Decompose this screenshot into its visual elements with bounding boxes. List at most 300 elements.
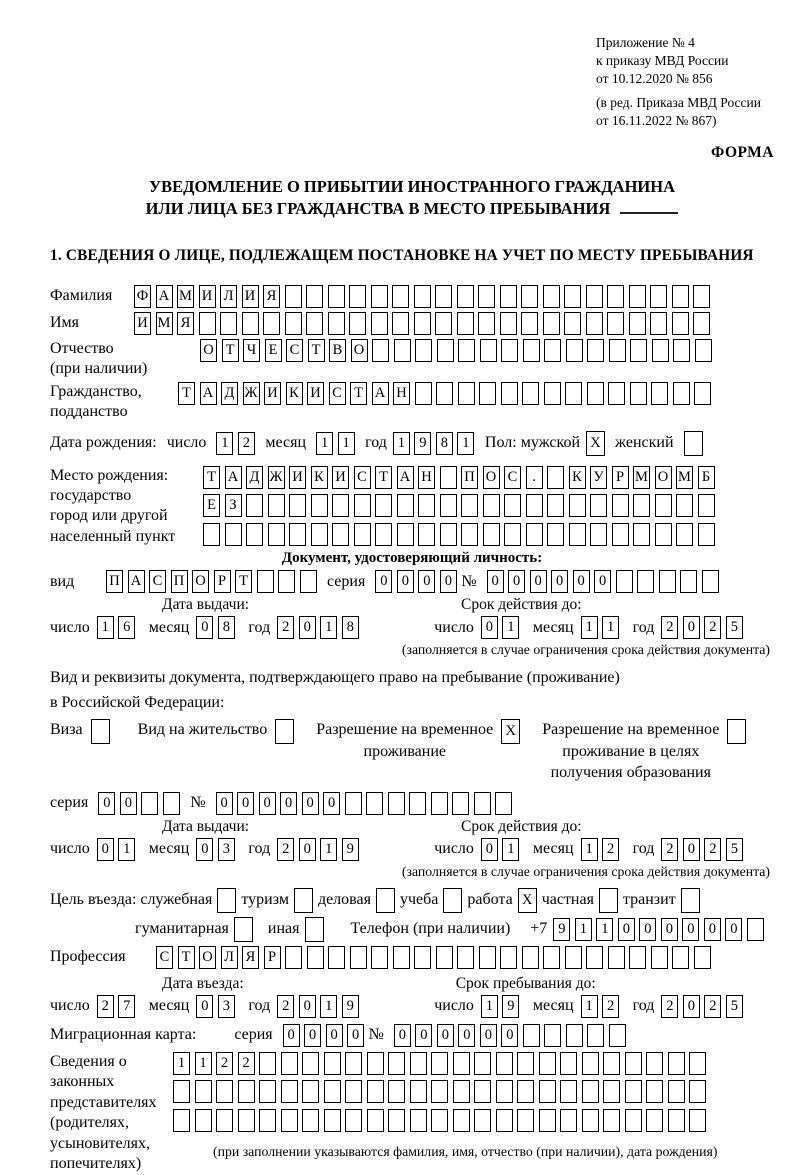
form-cell[interactable]: 0: [440, 570, 457, 593]
form-cell[interactable]: [458, 382, 475, 405]
form-cell[interactable]: [285, 946, 302, 969]
form-cell[interactable]: [409, 792, 426, 815]
form-cell[interactable]: 0: [304, 1024, 321, 1047]
form-cell[interactable]: [397, 494, 414, 517]
form-cell[interactable]: 1: [393, 432, 410, 455]
form-cell[interactable]: 1: [216, 432, 233, 455]
form-cell[interactable]: 0: [196, 838, 213, 861]
form-cell[interactable]: [727, 719, 746, 744]
form-cell[interactable]: А: [372, 382, 389, 405]
form-cell[interactable]: И: [264, 382, 281, 405]
form-cell[interactable]: [612, 523, 629, 546]
form-cell[interactable]: [414, 285, 431, 308]
firstname-cells[interactable]: [134, 312, 715, 335]
form-cell[interactable]: [547, 523, 564, 546]
form-cell[interactable]: [646, 1109, 663, 1132]
form-cell[interactable]: [496, 1080, 513, 1103]
form-cell[interactable]: [354, 523, 371, 546]
form-cell[interactable]: К: [311, 466, 328, 489]
form-cell[interactable]: Т: [178, 382, 195, 405]
form-cell[interactable]: 2: [216, 1052, 233, 1075]
form-cell[interactable]: [367, 1052, 384, 1075]
form-cell[interactable]: [590, 523, 607, 546]
form-cell[interactable]: Ф: [134, 285, 151, 308]
form-cell[interactable]: [410, 1109, 427, 1132]
form-cell[interactable]: Т: [375, 466, 392, 489]
form-cell[interactable]: [629, 946, 646, 969]
form-cell[interactable]: [612, 494, 629, 517]
form-cell[interactable]: 1: [316, 432, 333, 455]
form-cell[interactable]: М: [156, 312, 173, 335]
form-cell[interactable]: 9: [502, 995, 519, 1018]
form-cell[interactable]: 1: [338, 432, 355, 455]
form-cell[interactable]: 0: [120, 792, 137, 815]
form-cell[interactable]: [569, 523, 586, 546]
form-cell[interactable]: [415, 382, 432, 405]
form-cell[interactable]: [371, 946, 388, 969]
surname-cells[interactable]: [134, 285, 715, 308]
form-cell[interactable]: 9: [553, 918, 570, 941]
form-cell[interactable]: 0: [661, 918, 678, 941]
form-cell[interactable]: П: [171, 570, 188, 593]
entry-month[interactable]: [196, 995, 239, 1018]
form-cell[interactable]: [461, 523, 478, 546]
form-cell[interactable]: 0: [480, 1024, 497, 1047]
form-cell[interactable]: [651, 946, 668, 969]
form-cell[interactable]: [747, 918, 764, 941]
form-cell[interactable]: [629, 312, 646, 335]
form-cell[interactable]: [431, 1052, 448, 1075]
residence-issue-year[interactable]: [277, 838, 363, 861]
form-cell[interactable]: 6: [118, 616, 135, 639]
form-cell[interactable]: [587, 382, 604, 405]
form-cell[interactable]: Т: [308, 339, 325, 362]
form-cell[interactable]: 2: [602, 838, 619, 861]
form-cell[interactable]: 0: [415, 1024, 432, 1047]
form-cell[interactable]: З: [225, 494, 242, 517]
form-cell[interactable]: С: [354, 466, 371, 489]
form-cell[interactable]: [436, 382, 453, 405]
form-cell[interactable]: [560, 1080, 577, 1103]
doc-type-cells[interactable]: [106, 570, 321, 593]
form-cell[interactable]: 3: [218, 838, 235, 861]
patronymic-cells[interactable]: [200, 339, 716, 362]
form-cell[interactable]: [625, 1052, 642, 1075]
form-cell[interactable]: [328, 285, 345, 308]
form-cell[interactable]: [587, 339, 604, 362]
form-cell[interactable]: [544, 382, 561, 405]
form-cell[interactable]: [440, 466, 457, 489]
form-cell[interactable]: [646, 1080, 663, 1103]
form-cell[interactable]: [281, 1052, 298, 1075]
form-cell[interactable]: X: [586, 431, 605, 456]
form-cell[interactable]: 0: [639, 918, 656, 941]
form-cell[interactable]: 0: [326, 1024, 343, 1047]
form-cell[interactable]: [543, 946, 560, 969]
form-cell[interactable]: 1: [502, 616, 519, 639]
form-cell[interactable]: [300, 570, 317, 593]
form-cell[interactable]: [566, 1024, 583, 1047]
form-cell[interactable]: [414, 312, 431, 335]
form-cell[interactable]: Р: [612, 466, 629, 489]
form-cell[interactable]: К: [286, 382, 303, 405]
form-cell[interactable]: [392, 285, 409, 308]
form-cell[interactable]: [603, 1080, 620, 1103]
form-cell[interactable]: [246, 494, 263, 517]
form-cell[interactable]: [410, 1080, 427, 1103]
residence-valid-year[interactable]: [661, 838, 747, 861]
doc-valid-year[interactable]: [661, 616, 747, 639]
form-cell[interactable]: [294, 888, 313, 913]
purpose-business-checkbox[interactable]: [376, 888, 395, 913]
sex-female-checkbox[interactable]: [684, 431, 703, 456]
form-cell[interactable]: Я: [263, 285, 280, 308]
form-cell[interactable]: [496, 1052, 513, 1075]
form-cell[interactable]: [281, 1080, 298, 1103]
form-cell[interactable]: С: [286, 339, 303, 362]
purpose-private-checkbox[interactable]: [599, 888, 618, 913]
form-cell[interactable]: 0: [594, 570, 611, 593]
form-cell[interactable]: 1: [173, 1052, 190, 1075]
form-cell[interactable]: [474, 1109, 491, 1132]
form-cell[interactable]: 0: [347, 1024, 364, 1047]
form-cell[interactable]: 0: [299, 838, 316, 861]
form-cell[interactable]: [457, 946, 474, 969]
form-cell[interactable]: [431, 1080, 448, 1103]
form-cell[interactable]: Ж: [268, 466, 285, 489]
form-cell[interactable]: [371, 285, 388, 308]
form-cell[interactable]: [547, 466, 564, 489]
entry-day[interactable]: [97, 995, 140, 1018]
form-cell[interactable]: [238, 1080, 255, 1103]
form-cell[interactable]: [388, 792, 405, 815]
stay-day[interactable]: [481, 995, 524, 1018]
form-cell[interactable]: [414, 946, 431, 969]
legal-reps-row2-cells[interactable]: [173, 1080, 717, 1103]
form-cell[interactable]: 1: [581, 995, 598, 1018]
form-cell[interactable]: [582, 1109, 599, 1132]
form-cell[interactable]: В: [329, 339, 346, 362]
form-cell[interactable]: [564, 312, 581, 335]
form-cell[interactable]: О: [655, 466, 672, 489]
form-cell[interactable]: [616, 570, 633, 593]
form-cell[interactable]: [349, 312, 366, 335]
form-cell[interactable]: 2: [97, 995, 114, 1018]
form-cell[interactable]: А: [397, 466, 414, 489]
form-cell[interactable]: [586, 946, 603, 969]
form-cell[interactable]: [646, 1052, 663, 1075]
form-cell[interactable]: [668, 1080, 685, 1103]
residence-permit-checkbox[interactable]: [275, 719, 294, 744]
form-cell[interactable]: [257, 570, 274, 593]
form-cell[interactable]: [630, 339, 647, 362]
form-cell[interactable]: [500, 312, 517, 335]
form-cell[interactable]: [259, 1080, 276, 1103]
form-cell[interactable]: 8: [342, 616, 359, 639]
doc-valid-month[interactable]: [581, 616, 624, 639]
residence-valid-month[interactable]: [581, 838, 624, 861]
form-cell[interactable]: [522, 946, 539, 969]
form-cell[interactable]: 5: [726, 838, 743, 861]
form-cell[interactable]: 1: [320, 995, 337, 1018]
form-cell[interactable]: [350, 946, 367, 969]
form-cell[interactable]: 0: [259, 792, 276, 815]
form-cell[interactable]: [275, 719, 294, 744]
form-cell[interactable]: 1: [481, 995, 498, 1018]
form-cell[interactable]: [684, 431, 703, 456]
form-cell[interactable]: [496, 1109, 513, 1132]
form-cell[interactable]: [483, 494, 500, 517]
form-cell[interactable]: [354, 494, 371, 517]
form-cell[interactable]: 0: [98, 792, 115, 815]
form-cell[interactable]: 0: [299, 616, 316, 639]
form-cell[interactable]: [672, 946, 689, 969]
form-cell[interactable]: 0: [196, 995, 213, 1018]
legal-reps-row3-cells[interactable]: [173, 1109, 717, 1132]
form-cell[interactable]: [410, 1052, 427, 1075]
form-cell[interactable]: [431, 792, 448, 815]
form-cell[interactable]: П: [461, 466, 478, 489]
form-cell[interactable]: [565, 382, 582, 405]
form-cell[interactable]: Л: [220, 285, 237, 308]
form-cell[interactable]: [637, 570, 654, 593]
form-cell[interactable]: [388, 1080, 405, 1103]
form-cell[interactable]: 0: [97, 838, 114, 861]
form-cell[interactable]: 0: [216, 792, 233, 815]
form-cell[interactable]: [672, 312, 689, 335]
form-cell[interactable]: [693, 285, 710, 308]
form-cell[interactable]: [220, 312, 237, 335]
form-cell[interactable]: 1: [502, 838, 519, 861]
form-cell[interactable]: [547, 494, 564, 517]
form-cell[interactable]: [673, 339, 690, 362]
purpose-transit-checkbox[interactable]: [681, 888, 700, 913]
form-cell[interactable]: 0: [418, 570, 435, 593]
form-cell[interactable]: 0: [481, 838, 498, 861]
form-cell[interactable]: И: [199, 285, 216, 308]
form-cell[interactable]: 0: [375, 570, 392, 593]
form-cell[interactable]: [375, 523, 392, 546]
form-cell[interactable]: [517, 1080, 534, 1103]
form-cell[interactable]: [544, 339, 561, 362]
form-cell[interactable]: [500, 285, 517, 308]
form-cell[interactable]: [203, 523, 220, 546]
doc-number-cells[interactable]: [487, 570, 724, 593]
form-cell[interactable]: [668, 1052, 685, 1075]
form-cell[interactable]: [681, 888, 700, 913]
form-cell[interactable]: [650, 285, 667, 308]
form-cell[interactable]: [543, 285, 560, 308]
form-cell[interactable]: С: [329, 382, 346, 405]
form-cell[interactable]: [695, 339, 712, 362]
form-cell[interactable]: 5: [726, 995, 743, 1018]
form-cell[interactable]: [629, 285, 646, 308]
form-cell[interactable]: 9: [414, 432, 431, 455]
form-cell[interactable]: [517, 1052, 534, 1075]
form-cell[interactable]: 2: [602, 995, 619, 1018]
form-cell[interactable]: 5: [726, 616, 743, 639]
form-cell[interactable]: [306, 312, 323, 335]
form-cell[interactable]: 2: [661, 995, 678, 1018]
form-cell[interactable]: 2: [704, 995, 721, 1018]
form-cell[interactable]: [702, 570, 719, 593]
form-cell[interactable]: Н: [393, 382, 410, 405]
form-cell[interactable]: [483, 523, 500, 546]
form-cell[interactable]: [655, 523, 672, 546]
form-cell[interactable]: Т: [350, 382, 367, 405]
form-cell[interactable]: 1: [320, 838, 337, 861]
form-cell[interactable]: О: [192, 570, 209, 593]
form-cell[interactable]: 2: [661, 838, 678, 861]
form-cell[interactable]: [587, 1024, 604, 1047]
form-cell[interactable]: [324, 1052, 341, 1075]
form-cell[interactable]: 9: [342, 995, 359, 1018]
form-cell[interactable]: [289, 523, 306, 546]
form-cell[interactable]: [366, 792, 383, 815]
form-cell[interactable]: Ж: [243, 382, 260, 405]
form-cell[interactable]: 0: [487, 570, 504, 593]
birthplace-row2-cells[interactable]: [203, 494, 719, 517]
form-cell[interactable]: [501, 382, 518, 405]
form-cell[interactable]: [560, 1052, 577, 1075]
form-cell[interactable]: К: [569, 466, 586, 489]
form-cell[interactable]: У: [590, 466, 607, 489]
form-cell[interactable]: [560, 1109, 577, 1132]
form-cell[interactable]: 0: [683, 838, 700, 861]
form-cell[interactable]: 0: [618, 918, 635, 941]
stay-month[interactable]: [581, 995, 624, 1018]
form-cell[interactable]: [307, 946, 324, 969]
form-cell[interactable]: [195, 1080, 212, 1103]
form-cell[interactable]: Я: [242, 946, 259, 969]
form-cell[interactable]: [415, 339, 432, 362]
form-cell[interactable]: [436, 946, 453, 969]
form-cell[interactable]: [281, 1109, 298, 1132]
form-cell[interactable]: О: [351, 339, 368, 362]
birthplace-row3-cells[interactable]: [203, 523, 719, 546]
form-cell[interactable]: Е: [203, 494, 220, 517]
form-cell[interactable]: [539, 1052, 556, 1075]
form-cell[interactable]: [195, 1109, 212, 1132]
form-cell[interactable]: X: [518, 888, 537, 913]
form-cell[interactable]: [440, 494, 457, 517]
form-cell[interactable]: 2: [277, 995, 294, 1018]
form-cell[interactable]: [332, 523, 349, 546]
form-cell[interactable]: [479, 946, 496, 969]
form-cell[interactable]: [367, 1080, 384, 1103]
form-cell[interactable]: И: [307, 382, 324, 405]
form-cell[interactable]: Д: [246, 466, 263, 489]
form-cell[interactable]: Н: [418, 466, 435, 489]
form-cell[interactable]: [607, 285, 624, 308]
form-cell[interactable]: [437, 339, 454, 362]
form-cell[interactable]: [345, 1052, 362, 1075]
form-cell[interactable]: 2: [704, 616, 721, 639]
form-cell[interactable]: 0: [530, 570, 547, 593]
form-cell[interactable]: Р: [214, 570, 231, 593]
entry-year[interactable]: [277, 995, 363, 1018]
form-cell[interactable]: [268, 523, 285, 546]
form-cell[interactable]: [566, 339, 583, 362]
form-cell[interactable]: [394, 339, 411, 362]
form-cell[interactable]: 1: [457, 432, 474, 455]
form-cell[interactable]: 0: [280, 792, 297, 815]
form-cell[interactable]: 0: [397, 570, 414, 593]
form-cell[interactable]: [689, 1052, 706, 1075]
form-cell[interactable]: [522, 382, 539, 405]
form-cell[interactable]: П: [106, 570, 123, 593]
form-cell[interactable]: 0: [302, 792, 319, 815]
form-cell[interactable]: [564, 285, 581, 308]
form-cell[interactable]: 2: [704, 838, 721, 861]
form-cell[interactable]: [698, 523, 715, 546]
doc-issue-year[interactable]: [277, 616, 363, 639]
form-cell[interactable]: 0: [481, 616, 498, 639]
form-cell[interactable]: 0: [299, 995, 316, 1018]
temp-permit-checkbox[interactable]: [501, 719, 520, 744]
doc-valid-day[interactable]: [481, 616, 524, 639]
form-cell[interactable]: [324, 1080, 341, 1103]
form-cell[interactable]: [603, 1109, 620, 1132]
form-cell[interactable]: [523, 339, 540, 362]
form-cell[interactable]: [225, 523, 242, 546]
form-cell[interactable]: [345, 792, 362, 815]
form-cell[interactable]: [501, 339, 518, 362]
form-cell[interactable]: [453, 1109, 470, 1132]
edu-permit-checkbox[interactable]: [727, 719, 746, 744]
purpose-work-checkbox[interactable]: [518, 888, 537, 913]
form-cell[interactable]: [590, 494, 607, 517]
form-cell[interactable]: 2: [661, 616, 678, 639]
form-cell[interactable]: 2: [238, 1052, 255, 1075]
purpose-other-checkbox[interactable]: [305, 917, 324, 942]
form-cell[interactable]: 0: [725, 918, 742, 941]
doc-series-cells[interactable]: [375, 570, 461, 593]
form-cell[interactable]: [480, 339, 497, 362]
form-cell[interactable]: [609, 1024, 626, 1047]
form-cell[interactable]: [539, 1109, 556, 1132]
form-cell[interactable]: 1: [581, 616, 598, 639]
form-cell[interactable]: [440, 523, 457, 546]
purpose-tourism-checkbox[interactable]: [294, 888, 313, 913]
form-cell[interactable]: [246, 523, 263, 546]
citizenship-cells[interactable]: [178, 382, 716, 405]
form-cell[interactable]: [278, 570, 295, 593]
purpose-humanitarian-checkbox[interactable]: [234, 917, 253, 942]
form-cell[interactable]: [504, 494, 521, 517]
form-cell[interactable]: [216, 1109, 233, 1132]
form-cell[interactable]: [302, 1109, 319, 1132]
form-cell[interactable]: [526, 523, 543, 546]
form-cell[interactable]: [388, 1052, 405, 1075]
form-cell[interactable]: [305, 917, 324, 942]
form-cell[interactable]: [599, 888, 618, 913]
form-cell[interactable]: 2: [238, 432, 255, 455]
form-cell[interactable]: 0: [704, 918, 721, 941]
form-cell[interactable]: [216, 1080, 233, 1103]
form-cell[interactable]: О: [200, 339, 217, 362]
form-cell[interactable]: [443, 888, 462, 913]
form-cell[interactable]: [676, 523, 693, 546]
form-cell[interactable]: [694, 946, 711, 969]
form-cell[interactable]: [242, 312, 259, 335]
doc-issue-month[interactable]: [196, 616, 239, 639]
form-cell[interactable]: 0: [437, 1024, 454, 1047]
form-cell[interactable]: [676, 494, 693, 517]
form-cell[interactable]: [523, 1024, 540, 1047]
form-cell[interactable]: [517, 1109, 534, 1132]
form-cell[interactable]: А: [156, 285, 173, 308]
